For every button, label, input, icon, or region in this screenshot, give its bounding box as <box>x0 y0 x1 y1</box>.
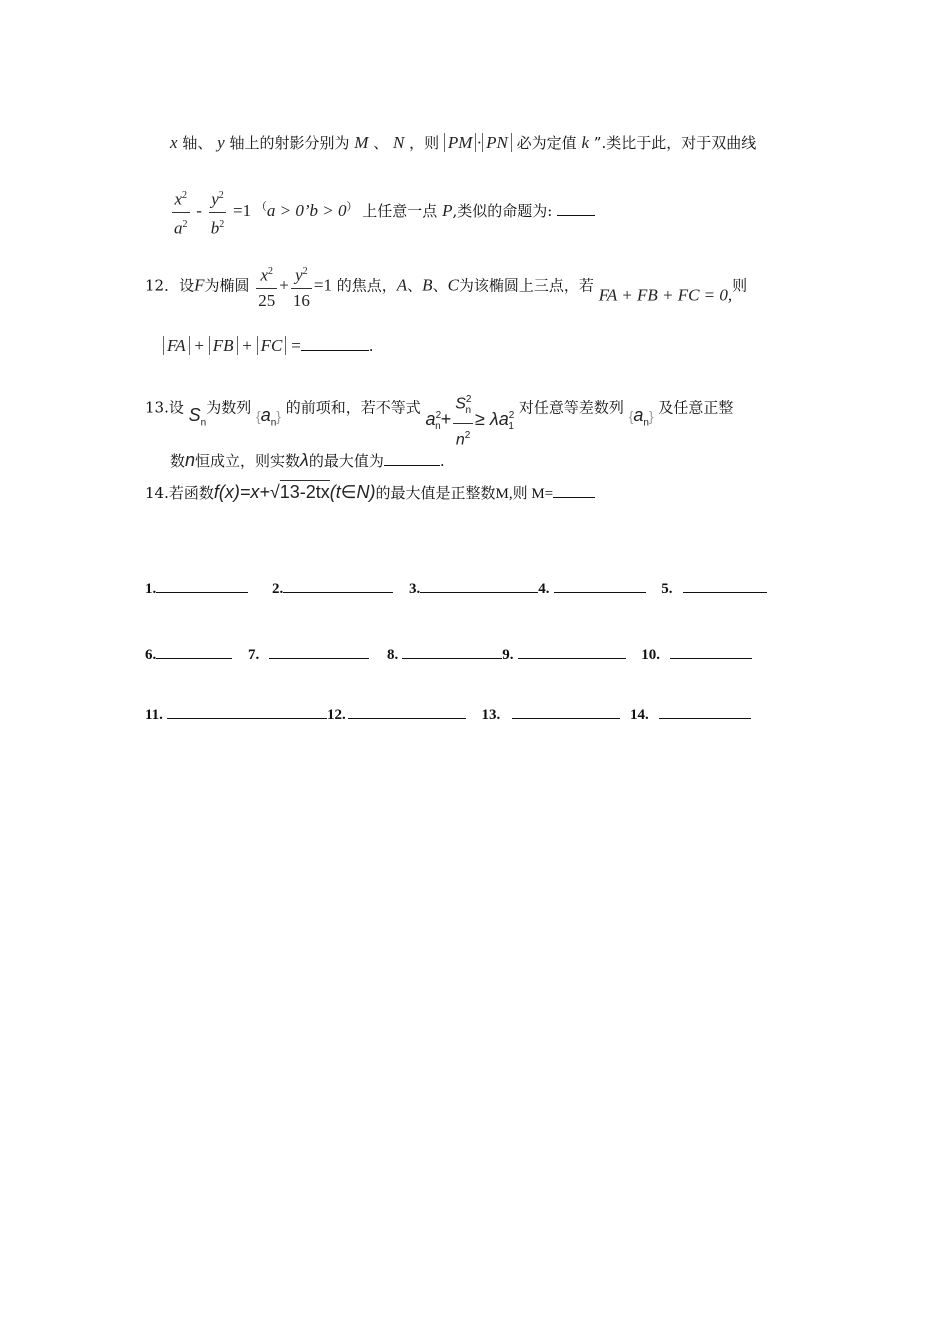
answer-blank-12[interactable] <box>348 704 466 719</box>
question-number: 14.若函数 <box>145 484 214 502</box>
answer-blank[interactable] <box>384 451 440 466</box>
answer-row-1 <box>145 578 767 598</box>
math-x: x <box>170 133 178 152</box>
answer-row-2 <box>145 644 752 664</box>
math-A: A <box>396 275 408 295</box>
answer-label: 8. <box>387 647 399 663</box>
text: 的最大值是正整数 <box>375 484 496 502</box>
answer-blank-1[interactable] <box>156 578 248 593</box>
question-number: 12．设 <box>145 276 195 295</box>
fraction-y2-16: $\frac{y^2}{16}$ <box>291 262 312 311</box>
period: . <box>368 337 374 355</box>
text: 上任意一点 <box>362 202 438 221</box>
text: 对任意等差数列 <box>518 398 624 417</box>
q12-line-2 <box>163 336 374 356</box>
text: 及任意正整 <box>658 398 734 417</box>
answer-blank-10[interactable] <box>670 644 752 659</box>
abs-FC: FC <box>257 336 287 355</box>
math-y: y <box>217 133 225 152</box>
sequence-an: $\{a_n\}$ <box>628 404 654 429</box>
answer-label: 9. <box>502 647 514 663</box>
answer-blank-3[interactable] <box>420 578 538 593</box>
equals-one: =1 <box>233 201 252 221</box>
sep: 、 <box>432 276 448 295</box>
answer-label: 10. <box>641 647 660 663</box>
answer-blank-8[interactable] <box>402 644 502 659</box>
answer-blank-7[interactable] <box>269 644 369 659</box>
question-number: 13.设 <box>145 398 184 417</box>
text: 的最大值为 <box>308 452 384 470</box>
answer-label: 3. <box>409 581 421 597</box>
equals-one: =1 <box>313 275 332 295</box>
math-C: C <box>447 275 459 295</box>
dot: · <box>476 133 483 152</box>
answer-blank-2[interactable] <box>283 578 393 593</box>
condition-t: (t∈N) <box>329 482 376 502</box>
answer-label: 14. <box>629 707 649 723</box>
answer-blank[interactable] <box>557 201 595 216</box>
answer-blank-5[interactable] <box>683 578 767 593</box>
answer-label: 13. <box>481 707 501 723</box>
math-M: M <box>354 133 369 152</box>
answer-label: 5. <box>661 581 673 597</box>
text: 则 <box>732 276 748 295</box>
period: . <box>439 452 445 470</box>
text: 恒成立，则实数 <box>195 452 301 470</box>
q11-line-1 <box>170 132 756 153</box>
text: 数 <box>170 452 186 470</box>
sep: 、 <box>407 276 423 295</box>
q11-line-2 <box>170 186 595 238</box>
text: ,类似的命题为: <box>452 202 553 221</box>
math-B: B <box>422 275 433 295</box>
answer-blank-4[interactable] <box>554 578 646 593</box>
answer-blank-9[interactable] <box>518 644 626 659</box>
fraction-x2-a2: $\frac{x^2}{a^2}$ <box>172 186 190 238</box>
answer-blank[interactable] <box>301 336 369 351</box>
q13-line-2 <box>170 450 445 471</box>
fraction-x2-25: $\frac{x^2}{25}$ <box>256 262 277 311</box>
fraction-y2-b2: $\frac{y^2}{b^2}$ <box>209 186 227 238</box>
vector-condition: FA + FB + FC = 0, <box>598 285 733 305</box>
text: ”.类比于此，对于双曲线 <box>593 134 757 152</box>
answer-blank-11[interactable] <box>167 704 327 719</box>
abs-FB: FB <box>209 336 238 355</box>
inequality: $a^2_n+$ $\frac{S^2_n}{n^2}$ ≥ $\lambda a^2_1$ <box>426 409 519 429</box>
math-k: k <box>581 133 589 152</box>
abs-FA: FA <box>163 336 190 355</box>
text: 必为定值 <box>516 134 577 152</box>
function-f: f(x)=x+ <box>213 482 270 502</box>
q13-line-1 <box>145 390 733 450</box>
answer-label: 6. <box>145 647 157 663</box>
answer-blank-13[interactable] <box>512 704 620 719</box>
math-lambda: λ <box>300 450 309 470</box>
answer-blank-14[interactable] <box>659 704 751 719</box>
answer-blank[interactable] <box>553 483 595 498</box>
plus: + <box>194 336 204 355</box>
text: M,则 M= <box>495 486 554 502</box>
text: 为该椭圆上三点，若 <box>458 276 594 295</box>
text: 、 <box>373 134 389 152</box>
plus: + <box>242 336 252 355</box>
math-Sn: $S_n$ <box>188 404 207 429</box>
answer-label: 2. <box>272 581 284 597</box>
text: 轴上的射影分别为 <box>229 134 350 152</box>
answer-label: 1. <box>145 581 157 597</box>
answer-row-3 <box>145 704 751 724</box>
minus: - <box>196 201 202 221</box>
math-n: n <box>185 450 196 470</box>
text: 的前项和，若不等式 <box>285 398 421 417</box>
text: 的焦点， <box>336 276 397 295</box>
text: 为数列 <box>206 398 252 417</box>
math-F: F <box>194 275 205 295</box>
math-N: N <box>393 133 405 152</box>
equals: = <box>291 336 301 355</box>
plus: + <box>279 275 289 295</box>
math-P: P <box>442 201 453 221</box>
q12-line-1 <box>145 262 747 311</box>
answer-label: 7. <box>248 647 260 663</box>
text: 轴、 <box>182 134 213 152</box>
sequence-an: $\{a_n\}$ <box>256 404 281 429</box>
paren-open: （ <box>255 200 267 214</box>
answer-blank-6[interactable] <box>156 644 232 659</box>
text: ，则 <box>409 134 440 152</box>
answer-label: 4. <box>538 581 550 597</box>
abs-PN: PN <box>482 133 512 152</box>
q14-line: 14.若函数f(x)=x+√13-2tx(t∈N)的最大值是正整数M,则 M= <box>145 482 595 503</box>
text: 为椭圆 <box>204 276 250 295</box>
sqrt-radicand: 13-2tx <box>279 482 330 502</box>
paren-close: ） <box>346 200 358 214</box>
condition-a-b: a > 0’b > 0 <box>266 201 347 221</box>
answer-label: 12. <box>326 707 346 723</box>
abs-PM: PM <box>444 133 477 152</box>
answer-label: 11. <box>145 707 163 723</box>
